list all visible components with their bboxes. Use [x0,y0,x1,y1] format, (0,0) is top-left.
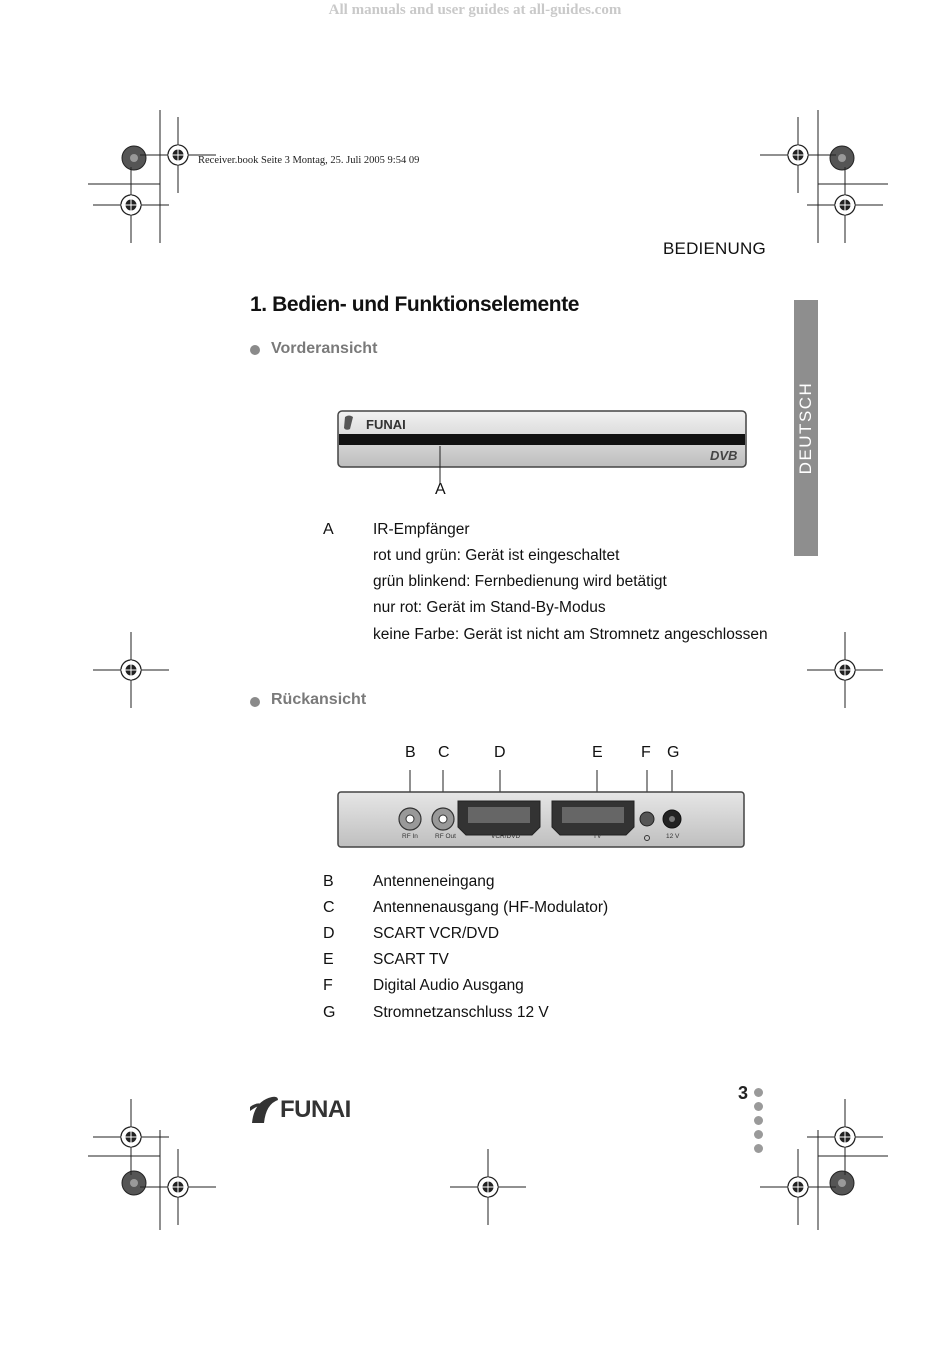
port-label-rf-out: RF Out [435,833,456,840]
section-header: BEDIENUNG [663,239,766,258]
watermark: All manuals and user guides at all-guides.com [328,2,622,18]
item-desc: rot und grün: Gerät ist eingeschaltet [373,547,620,564]
callout-f: F [641,744,651,761]
port-label-12v: 12 V [666,833,680,840]
page-number: 3 [738,1083,749,1103]
item-desc: SCART TV [373,951,449,968]
rear-device-illustration [336,765,748,851]
page-dot [754,1116,763,1125]
funai-logo-icon [248,1093,280,1127]
item-letter: E [323,951,334,968]
item-desc: keine Farbe: Gerät ist nicht am Stromnetz angeschlossen [373,626,768,643]
item-letter: B [323,873,334,890]
item-letter: A [323,521,334,538]
item-letter: F [323,977,333,994]
footer-brand: FUNAI [280,1096,351,1123]
item-desc: Digital Audio Ausgang [373,977,524,994]
rear-heading: Rückansicht [271,691,367,708]
page-dot [754,1088,763,1097]
callout-g: G [667,744,680,761]
item-desc: Antennenausgang (HF-Modulator) [373,899,609,916]
item-desc: IR-Empfänger [373,521,470,538]
item-letter: D [323,925,335,942]
dvb-badge: DVB [710,448,738,463]
bullet [250,697,260,707]
page-dot [754,1130,763,1139]
callout-c: C [438,744,450,761]
item-desc: SCART VCR/DVD [373,925,500,942]
page-dot [754,1102,763,1111]
page-dot [754,1144,763,1153]
bullet [250,345,260,355]
page-title: 1. Bedien- und Funktionselemente [250,293,580,316]
callout-a: A [435,481,446,498]
item-letter: G [323,1004,336,1021]
callout-d: D [494,744,506,761]
item-desc: nur rot: Gerät im Stand-By-Modus [373,599,606,616]
print-info: Receiver.book Seite 3 Montag, 25. Juli 2005 9:54 09 [198,155,420,166]
callout-e: E [592,744,603,761]
front-brand: FUNAI [366,417,406,432]
language-tab [794,300,818,556]
language-tab-label: DEUTSCH [796,381,815,475]
port-label-vcr-dvd: VCR/DVD [491,833,521,840]
callout-b: B [405,744,416,761]
front-heading: Vorderansicht [271,340,378,357]
item-desc: grün blinkend: Fernbedienung wird betätigt [373,573,667,590]
item-desc: Stromnetzanschluss 12 V [373,1004,549,1021]
port-label-rf-in: RF In [402,833,418,840]
item-letter: C [323,899,335,916]
item-desc: Antenneneingang [373,873,495,890]
port-label-tv: TV [593,833,602,840]
